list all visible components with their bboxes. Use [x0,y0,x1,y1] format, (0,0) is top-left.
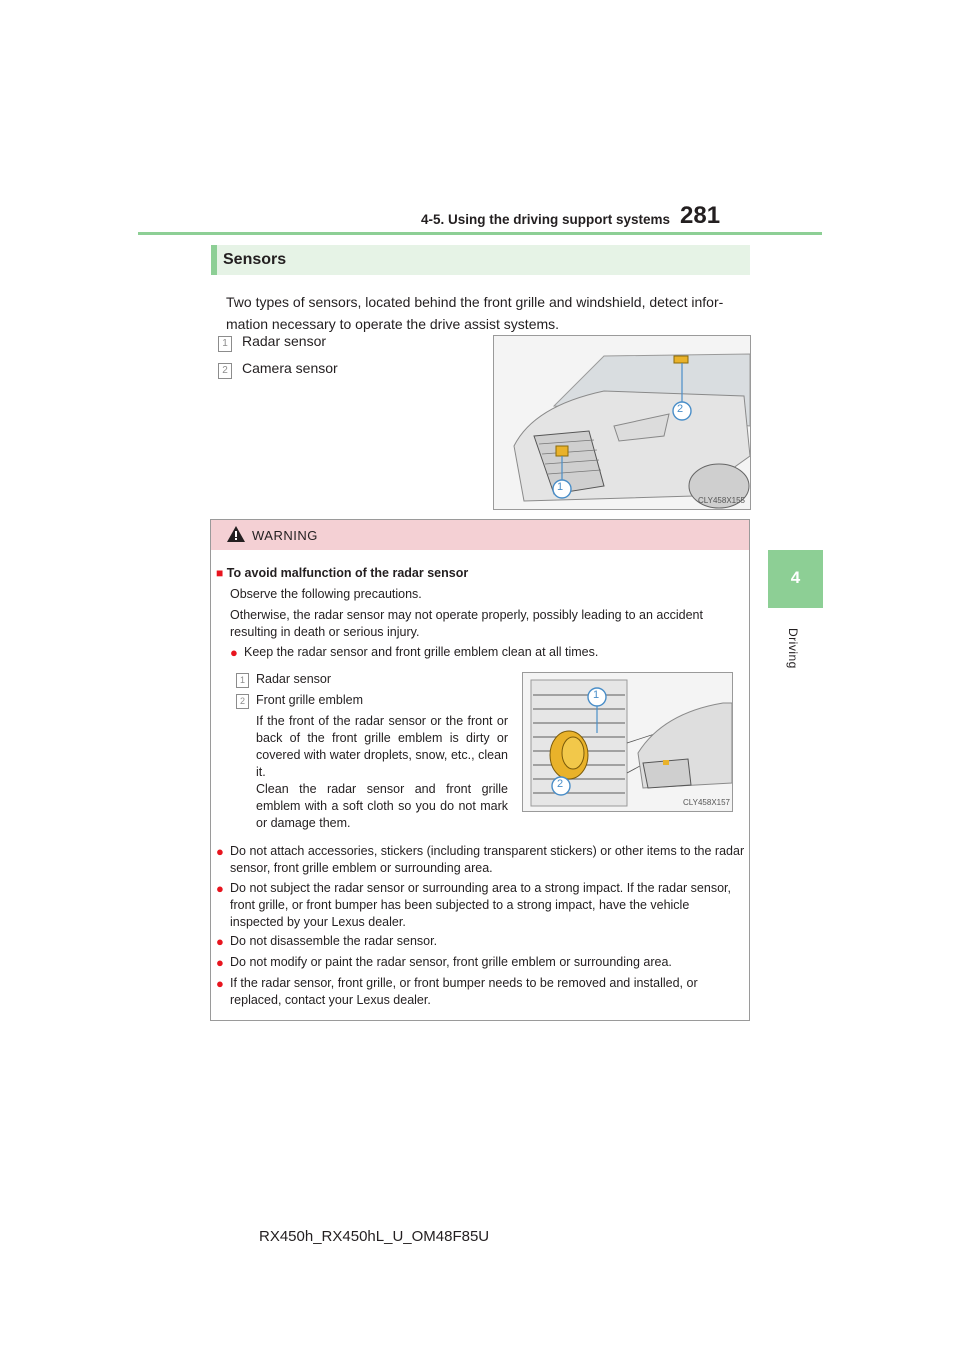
warning-subheading-text: To avoid malfunction of the radar sensor [226,566,469,580]
callout-1: 1 [557,481,564,493]
grille-emblem-illustration [522,672,733,812]
round-bullet-icon: ● [216,955,224,970]
emblem-text-2: Clean the radar sensor and front grille emblem with a soft cloth so you do not mark or damage them. [256,782,508,830]
round-bullet-icon: ● [216,881,224,896]
section-intro: Two types of sensors, located behind the front grille and windshield, detect infor- mation necessary to operate the drive assist systems. [226,294,724,332]
running-header-title: 4-5. Using the driving support systems [420,212,670,227]
callout-2: 2 [677,403,684,415]
emblem-text-1: If the front of the radar sensor or the front or back of the front grille emblem is dirty or covered with water droplets, snow, etc., clean it. [256,714,508,779]
bullet-text: Do not attach accessories, stickers (including transparent stickers) or other items to the radar sensor, front grille emblem or surrounding area. [230,844,745,875]
round-bullet-icon: ● [216,934,224,949]
warning-para-1: Observe the following precautions. [230,587,422,601]
square-bullet-icon: ■ [216,566,224,580]
sensor-item-2 [218,360,338,379]
bullet-text: Do not subject the radar sensor or surrounding area to a strong impact. If the radar sensor, front grille, or front bumper has been subjected to a strong impact, have the vehicle inspected by your Lexus dealer. [230,881,731,929]
sensor-item-1 [218,333,327,352]
page-number: 281 [680,202,721,229]
emblem-item-label: Front grille emblem [256,693,363,707]
section-heading: Sensors [223,251,287,268]
emblem-item-label: Radar sensor [256,672,332,686]
item-number-badge: 1 [218,336,232,352]
item-number-badge: 2 [218,363,232,379]
warning-triangle-icon [227,526,245,542]
chapter-number: 4 [790,568,801,587]
round-bullet-icon: ● [230,645,238,660]
car-front-drawing [494,336,750,509]
section-heading-bar [211,245,750,275]
emblem-item-2 [236,692,363,709]
grille-emblem-drawing [523,673,732,811]
chapter-label: Driving [786,628,800,669]
sensor-item-label: Camera sensor [242,360,338,376]
sensor-item-label: Radar sensor [242,333,327,349]
header-rule [138,232,822,235]
warning-subheading [216,565,468,582]
figure-code: CLY458X157 [683,798,730,807]
callout-2: 2 [557,778,564,790]
round-bullet-icon: ● [216,844,224,859]
bullet-text: If the radar sensor, front grille, or front bumper needs to be removed and installed, or replaced, contact your Lexus dealer. [230,976,698,1007]
bullet-text: Keep the radar sensor and front grille emblem clean at all times. [244,645,599,659]
item-number-badge: 1 [236,673,249,688]
car-front-illustration [493,335,751,510]
item-number-badge: 2 [236,694,249,709]
round-bullet-icon: ● [216,976,224,991]
bullet-text: Do not disassemble the radar sensor. [230,934,438,948]
callout-1: 1 [593,689,600,701]
emblem-item-1 [236,671,332,688]
warning-title: WARNING [252,528,318,543]
footer-model-code: RX450h_RX450hL_U_OM48F85U [259,1228,490,1245]
bullet-text: Do not modify or paint the radar sensor, front grille emblem or surrounding area. [230,955,672,969]
figure-code: CLY458X155 [698,496,745,505]
warning-para-2: Otherwise, the radar sensor may not operate properly, possibly leading to an accident resulting in death or serious injury. [230,608,703,639]
